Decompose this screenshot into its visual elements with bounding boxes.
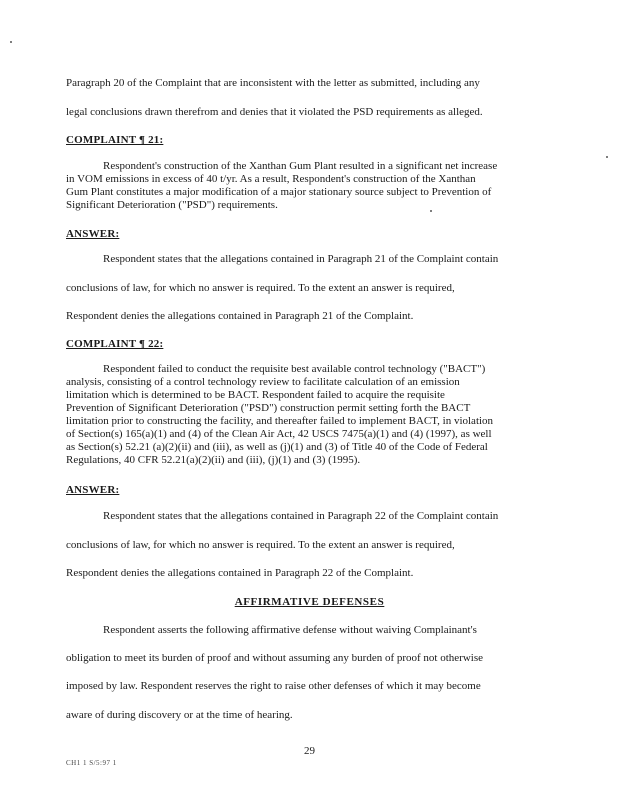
affirmative-line-1: Respondent asserts the following affirmative defense without waiving Complainant's: [103, 624, 477, 636]
complaint-21-line-3: Gum Plant constitutes a major modification of a major stationary source subject to Prevention of: [66, 186, 492, 198]
complaint-22-line-4: Prevention of Significant Deterioration ("PSD") construction permit setting forth the BACT: [66, 402, 471, 414]
affirmative-line-2: obligation to meet its burden of proof and without assuming any burden of proof not otherwise: [66, 652, 484, 664]
answer-22-heading: ANSWER:: [66, 484, 120, 496]
complaint-22-line-5: limitation prior to constructing the facility, and thereafter failed to implement BACT, in violation: [66, 415, 494, 427]
answer-22-line-1: Respondent states that the allegations contained in Paragraph 22 of the Complaint contain: [103, 510, 499, 522]
complaint-22-heading: COMPLAINT ¶ 22:: [66, 338, 164, 350]
answer-21-line-1: Respondent states that the allegations contained in Paragraph 21 of the Complaint contain: [103, 253, 499, 265]
complaint-21-line-4: Significant Deterioration ("PSD") requirements.: [66, 199, 278, 211]
affirmative-line-4: aware of during discovery or at the time of hearing.: [66, 709, 293, 721]
complaint-22-line-7: as Section(s) 52.21 (a)(2)(ii) and (iii), as well as (j)(1) and (3) of Title 40 of the Code of Federal: [66, 441, 488, 453]
scan-speck: [10, 41, 12, 43]
complaint-22-line-1: Respondent failed to conduct the requisite best available control technology ("BACT"): [103, 363, 486, 375]
intro-line-2: legal conclusions drawn therefrom and denies that it violated the PSD requirements as alleged.: [66, 106, 483, 118]
intro-line-1: Paragraph 20 of the Complaint that are inconsistent with the letter as submitted, including any: [66, 77, 480, 89]
answer-22-line-3: Respondent denies the allegations contained in Paragraph 22 of the Complaint.: [66, 567, 414, 579]
answer-22-line-2: conclusions of law, for which no answer is required. To the extent an answer is required,: [66, 539, 455, 551]
answer-21-line-2: conclusions of law, for which no answer is required. To the extent an answer is required,: [66, 282, 455, 294]
complaint-22-line-3: limitation which is determined to be BACT. Respondent failed to acquire the requisite: [66, 389, 445, 401]
complaint-22-line-6: of Section(s) 165(a)(1) and (4) of the Clean Air Act, 42 USCS 7475(a)(1) and (4) (1997), as well: [66, 428, 492, 440]
complaint-21-heading: COMPLAINT ¶ 21:: [66, 134, 164, 146]
footer-doc-code: CH1 1 S/5:97 1: [66, 759, 117, 767]
answer-21-line-3: Respondent denies the allegations contained in Paragraph 21 of the Complaint.: [66, 310, 414, 322]
answer-21-heading: ANSWER:: [66, 228, 120, 240]
affirmative-defenses-heading: AFFIRMATIVE DEFENSES: [234, 596, 385, 608]
complaint-22-line-2: analysis, consisting of a control technology review to facilitate calculation of an emission: [66, 376, 460, 388]
affirmative-line-3: imposed by law. Respondent reserves the right to raise other defenses of which it may become: [66, 680, 481, 692]
page-number: 29: [304, 745, 315, 757]
scan-speck: [430, 210, 432, 212]
scan-speck: [606, 156, 608, 158]
complaint-21-line-2: in VOM emissions in excess of 40 t/yr. As a result, Respondent's construction of the Xanthan: [66, 173, 476, 185]
complaint-21-line-1: Respondent's construction of the Xanthan Gum Plant resulted in a significant net increase: [103, 160, 498, 172]
complaint-22-line-8: Regulations, 40 CFR 52.21(a)(2)(ii) and (iii), (j)(1) and (3) (1995).: [66, 454, 361, 466]
